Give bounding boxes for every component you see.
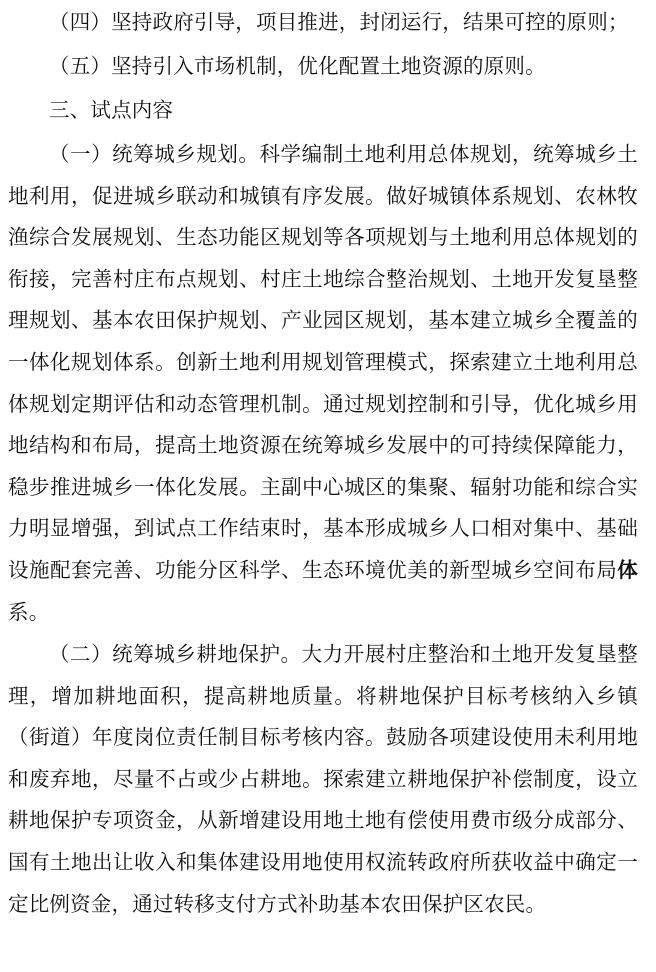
section-three-heading: 三、试点内容 — [49, 98, 174, 122]
principle-four-line: （四）坚持政府引导，项目推进，封闭运行，结果可控的原则； — [49, 10, 629, 34]
paragraph-one — [8, 134, 638, 633]
paragraph-one-text: （一）统筹城乡规划。科学编制土地利用总体规划，统筹城乡土地利用，促进城乡联动和城镇有序发展。做好城镇体系规划、农林牧渔综合发展规划、生态功能区规划等各项规划与土地利用总体规划的衔接，完善村庄布点规划、村庄土地综合整治规划、土地开发复垦整理规划、基本农田保护规划、产业园区规划，基本建立城乡全覆盖的一体化规划体系。创新土地利用规划管理模式，探索建立土地利用总体规划定期评估和动态管理机制。通过规划控制和引导，优化城乡用地结构和布局，提高土地资源在统筹城乡发展中的可持续保障能力，稳步推进城乡一体化发展。主副中心城区的集聚、辐射功能和综合实力明显增强，到试点工作结束时，基本形成城乡人口相对集中、基础设施配套完善、功能分区科学、生态环境优美的新型城乡空间布局 — [8, 142, 638, 582]
principle-five-line: （五）坚持引入市场机制，优化配置土地资源的原则。 — [49, 54, 546, 78]
paragraph-two: （二）统筹城乡耕地保护。大力开展村庄整治和土地开发复垦整理，增加耕地面积，提高耕地质量。将耕地保护目标考核纳入乡镇（街道）年度岗位责任制目标考核内容。鼓励各项建设使用未利用地和废弃地，尽量不占或少占耕地。探索建立耕地保护补偿制度，设立耕地保护专项资金，从新增建设用地土地有偿使用费市级分成部分、国有土地出让收入和集体建设用地使用权流转政府所获收益中确定一定比例资金，通过转移支付方式补助基本农田保护区农民。 — [8, 642, 638, 916]
paragraph-one-tail: 系。 — [8, 599, 50, 624]
paragraph-one-bold-char: 体 — [617, 557, 638, 582]
